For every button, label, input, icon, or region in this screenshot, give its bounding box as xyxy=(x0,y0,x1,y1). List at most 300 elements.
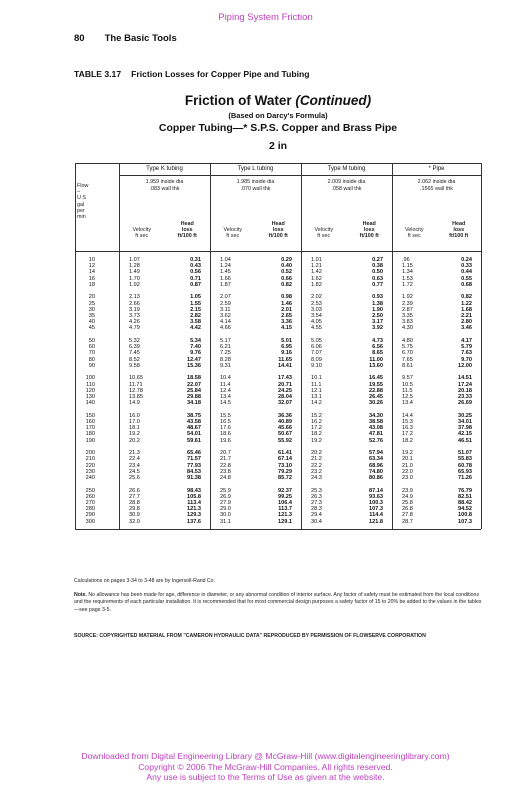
velocity-value: 21.2 xyxy=(311,456,322,463)
velocity-value: 20.7 xyxy=(220,450,231,457)
velocity-value: 1.92 xyxy=(402,294,413,301)
head-loss-value: 60.78 xyxy=(458,462,472,469)
velocity-value: 6.70 xyxy=(402,350,413,357)
velocity-value: 18.6 xyxy=(220,431,231,438)
head-loss-value: 23.33 xyxy=(458,394,472,400)
chapter-title: The Basic Tools xyxy=(104,33,177,44)
velocity-header-line: Velocity xyxy=(223,227,243,233)
velocity-value: 5.05 xyxy=(311,338,322,344)
flow-value: 150 xyxy=(85,412,95,419)
velocity-value: 17.0 xyxy=(129,419,140,425)
head-loss-value: 6.95 xyxy=(281,344,292,351)
head-loss-value: 98.43 xyxy=(187,487,201,494)
head-loss-value: 59.61 xyxy=(187,437,201,444)
head-loss-value: 9.76 xyxy=(190,350,201,357)
velocity-value: 6.06 xyxy=(311,344,322,351)
table-row xyxy=(75,419,481,425)
head-loss-value: 34.01 xyxy=(458,419,472,425)
head-loss-value: 74.80 xyxy=(369,468,383,475)
head-loss-value: 1.46 xyxy=(281,300,292,307)
velocity-value: 9.31 xyxy=(220,362,231,369)
head-loss-header xyxy=(347,221,393,240)
velocity-value: 16.2 xyxy=(311,419,322,425)
head-loss-value: 26.69 xyxy=(458,400,472,407)
velocity-value: 11.5 xyxy=(402,387,413,394)
flow-value: 20 xyxy=(88,294,95,301)
head-loss-value: 37.98 xyxy=(458,425,472,432)
head-loss-value: 73.10 xyxy=(278,462,292,469)
velocity-value: 12.5 xyxy=(402,394,413,400)
velocity-value: 20.2 xyxy=(311,450,322,457)
table-row xyxy=(75,438,481,444)
table-row xyxy=(75,469,481,475)
head-loss-value: 105.8 xyxy=(187,493,201,500)
table-row xyxy=(75,338,481,344)
head-loss-value: 0.52 xyxy=(281,269,292,276)
table-row xyxy=(75,257,481,263)
flow-value: 14 xyxy=(88,269,95,276)
head-loss-value: 107.3 xyxy=(458,518,472,525)
head-loss-value: 4.73 xyxy=(372,338,383,344)
velocity-value: 22.0 xyxy=(402,468,413,475)
velocity-value: 14.4 xyxy=(402,412,413,419)
table-row xyxy=(75,307,481,313)
head-loss-value: 113.7 xyxy=(278,506,292,513)
velocity-value: 13.85 xyxy=(129,394,143,400)
velocity-value: 1.45 xyxy=(220,269,231,276)
velocity-value: 24.9 xyxy=(402,493,413,500)
velocity-value: 25.3 xyxy=(311,487,322,494)
head-loss-value: 30.25 xyxy=(458,412,472,419)
head-loss-value: 0.93 xyxy=(372,294,383,301)
head-loss-value: 94.52 xyxy=(458,506,472,513)
head-loss-value: 5.79 xyxy=(461,344,472,351)
velocity-header-line: ft sec xyxy=(226,233,240,240)
table-row xyxy=(75,363,481,369)
velocity-value: 21.3 xyxy=(129,450,140,457)
velocity-value: .96 xyxy=(402,257,410,263)
flow-header-line: U S xyxy=(77,195,86,202)
table-row xyxy=(75,294,481,300)
head-loss-header-line: ft/100 ft xyxy=(177,233,197,240)
velocity-value: 1.28 xyxy=(129,263,140,270)
velocity-value: 24.3 xyxy=(311,475,322,481)
velocity-value: 29.4 xyxy=(311,512,322,519)
head-loss-value: 17.43 xyxy=(278,375,292,382)
head-loss-value: 7.63 xyxy=(461,350,472,357)
velocity-value: 17.2 xyxy=(311,425,322,432)
head-loss-value: 113.4 xyxy=(187,500,201,506)
flow-header-line: per xyxy=(77,207,85,214)
figure-title-text: Friction of Water xyxy=(184,93,296,108)
velocity-header xyxy=(392,227,437,239)
head-loss-value: 87.14 xyxy=(369,487,383,494)
velocity-value: 10.4 xyxy=(220,375,231,382)
velocity-value: 3.11 xyxy=(220,306,231,313)
head-loss-value: 14.51 xyxy=(458,375,472,382)
velocity-value: 23.2 xyxy=(311,468,322,475)
velocity-value: 25.6 xyxy=(129,475,140,481)
head-loss-value: 4.15 xyxy=(281,325,292,332)
table-row xyxy=(75,325,481,331)
head-loss-value: 121.8 xyxy=(369,518,383,525)
velocity-value: 23.8 xyxy=(220,468,231,475)
table-rule xyxy=(75,251,481,252)
head-loss-value: 2.82 xyxy=(190,313,201,319)
head-loss-value: 43.08 xyxy=(369,425,383,432)
head-loss-value: 92.37 xyxy=(278,487,292,494)
head-loss-value: 79.29 xyxy=(278,468,292,475)
dimension-label: .058 wall thk xyxy=(331,186,362,192)
table-bottom-rule xyxy=(75,529,481,530)
head-loss-value: 52.76 xyxy=(369,437,383,444)
head-loss-value: 0.29 xyxy=(281,257,292,263)
velocity-value: 28.7 xyxy=(402,518,413,525)
flow-value: 130 xyxy=(85,394,95,400)
table-row xyxy=(75,319,481,325)
velocity-value: 25.9 xyxy=(220,487,231,494)
head-loss-value: 57.94 xyxy=(369,450,383,457)
velocity-value: 3.19 xyxy=(129,306,140,313)
velocity-value: 17.6 xyxy=(220,425,231,432)
flow-value: 10 xyxy=(88,257,95,263)
flow-value: 240 xyxy=(85,475,95,481)
head-loss-value: 0.66 xyxy=(281,275,292,282)
head-loss-value: 3.17 xyxy=(372,319,383,326)
type-group-header: Type M tubing xyxy=(327,166,366,172)
velocity-value: 1.15 xyxy=(402,263,413,270)
velocity-value: 4.30 xyxy=(402,325,413,332)
table-number: TABLE 3.17 xyxy=(74,69,122,79)
head-loss-value: 0.71 xyxy=(190,275,201,282)
flow-value: 50 xyxy=(88,338,95,344)
footer-line-2: Copyright © 2006 The McGraw-Hill Companies. All rights reserved. xyxy=(138,761,393,772)
velocity-value: 6.39 xyxy=(129,344,140,351)
head-loss-value: 0.44 xyxy=(461,269,472,276)
head-loss-value: 1.68 xyxy=(461,306,472,313)
head-loss-value: 29.88 xyxy=(187,394,201,400)
velocity-value: 29.8 xyxy=(129,506,140,513)
head-loss-value: 9.16 xyxy=(281,350,292,357)
velocity-value: 16.3 xyxy=(402,425,413,432)
velocity-header xyxy=(210,227,256,239)
head-loss-value: 0.55 xyxy=(461,275,472,282)
head-loss-value: 22.07 xyxy=(187,381,201,388)
velocity-value: 3.73 xyxy=(129,313,140,319)
table-row xyxy=(75,301,481,307)
head-loss-value: 6.56 xyxy=(372,344,383,351)
head-loss-value: 88.42 xyxy=(458,500,472,506)
figure-heading: Copper Tubing—* S.P.S. Copper and Brass Pipe xyxy=(158,122,398,134)
head-loss-value: 107.3 xyxy=(369,506,383,513)
head-loss-value: 0.40 xyxy=(281,263,292,270)
velocity-value: 20.1 xyxy=(402,456,413,463)
head-loss-value: 12.47 xyxy=(187,356,201,363)
figure-subtitle: (Based on Darcy's Formula) xyxy=(228,111,328,120)
table-row xyxy=(75,344,481,350)
velocity-value: 23.9 xyxy=(402,487,413,494)
table-row xyxy=(75,519,481,525)
head-loss-value: 67.14 xyxy=(278,456,292,463)
head-loss-value: 5.34 xyxy=(190,338,201,344)
velocity-value: 5.17 xyxy=(220,338,231,344)
head-loss-value: 0.63 xyxy=(372,275,383,282)
velocity-value: 18.1 xyxy=(129,425,140,432)
head-loss-value: 28.04 xyxy=(278,394,292,400)
velocity-value: 24.5 xyxy=(129,468,140,475)
head-loss-value: 19.55 xyxy=(369,381,383,388)
head-loss-value: 38.75 xyxy=(187,412,201,419)
velocity-value: 23.4 xyxy=(129,462,140,469)
head-loss-value: 16.45 xyxy=(369,375,383,382)
velocity-header xyxy=(119,227,165,239)
flow-value: 60 xyxy=(88,344,95,351)
velocity-value: 11.4 xyxy=(220,381,231,388)
velocity-value: 26.9 xyxy=(220,493,231,500)
velocity-value: 10.1 xyxy=(311,375,322,382)
head-loss-value: 12.00 xyxy=(458,362,472,369)
flow-value: 18 xyxy=(88,281,95,288)
head-loss-value: 2.15 xyxy=(190,306,201,313)
flow-value: 180 xyxy=(85,431,95,438)
flow-value: 100 xyxy=(85,375,95,382)
footer-line-1: Downloaded from Digital Engineering Library @ McGraw-Hill (www.digitalengineeringlibrary.com) xyxy=(81,751,450,761)
head-loss-value: 55.83 xyxy=(458,456,472,463)
head-loss-value: 106.4 xyxy=(278,500,292,506)
head-loss-value: 121.3 xyxy=(187,506,201,513)
head-loss-value: 51.07 xyxy=(458,450,472,457)
head-loss-value: 38.58 xyxy=(369,419,383,425)
head-loss-value: 0.27 xyxy=(372,257,383,263)
head-loss-value: 17.24 xyxy=(458,381,472,388)
table-row xyxy=(75,375,481,381)
flow-value: 110 xyxy=(86,381,95,388)
head-loss-value: 65.93 xyxy=(458,468,472,475)
velocity-value: 4.14 xyxy=(220,319,231,326)
velocity-value: 1.53 xyxy=(402,275,413,282)
velocity-value: 1.42 xyxy=(311,269,322,276)
table-rule xyxy=(75,163,481,164)
head-loss-value: 20.18 xyxy=(458,387,472,394)
velocity-header-line: Velocity xyxy=(132,227,152,233)
flow-header xyxy=(77,183,99,220)
velocity-value: 4.55 xyxy=(311,325,322,332)
head-loss-value: 3.36 xyxy=(281,319,292,326)
table-row xyxy=(75,413,481,419)
flow-value: 45 xyxy=(88,325,95,332)
velocity-value: 7.25 xyxy=(220,350,231,357)
flow-value: 220 xyxy=(85,462,95,469)
velocity-value: 8.52 xyxy=(129,356,140,363)
velocity-value: 8.28 xyxy=(220,356,231,363)
type-group-header: Type L tubing xyxy=(237,166,274,172)
head-loss-header-line: Head xyxy=(362,221,376,227)
head-loss-value: 0.68 xyxy=(461,281,472,288)
velocity-value: 30.4 xyxy=(311,518,322,525)
flow-value: 250 xyxy=(85,487,95,494)
dimension-label: .1565 wall thk xyxy=(420,186,453,192)
dimension-label: .083 wall thk xyxy=(149,186,180,192)
flow-value: 140 xyxy=(85,400,95,407)
head-loss-value: 3.46 xyxy=(461,325,472,332)
flow-value: 200 xyxy=(85,450,95,457)
head-loss-value: 3.58 xyxy=(190,319,201,326)
flow-header-line: gal xyxy=(77,201,85,208)
velocity-value: 26.8 xyxy=(402,506,413,513)
velocity-value: 15.2 xyxy=(311,412,322,419)
velocity-value: 16.0 xyxy=(129,412,140,419)
velocity-value: 2.07 xyxy=(220,294,231,301)
head-loss-value: 15.36 xyxy=(187,362,201,369)
head-loss-value: 0.31 xyxy=(190,257,201,263)
head-loss-value: 91.38 xyxy=(187,475,201,481)
flow-value: 170 xyxy=(85,425,95,432)
head-loss-value: 34.18 xyxy=(187,400,201,407)
flow-value: 270 xyxy=(85,500,95,506)
head-loss-value: 0.50 xyxy=(372,269,383,276)
velocity-value: 6.21 xyxy=(220,344,231,351)
velocity-value: 2.02 xyxy=(311,294,322,301)
table-note xyxy=(74,592,486,614)
head-loss-header-line: ft/100 ft xyxy=(359,233,379,240)
velocity-value: 19.2 xyxy=(402,450,413,457)
flow-value: 290 xyxy=(85,512,95,519)
head-loss-value: 3.92 xyxy=(372,325,383,332)
download-footer xyxy=(0,751,531,783)
velocity-value: 1.87 xyxy=(220,281,231,288)
velocity-value: 31.1 xyxy=(220,518,231,525)
table-row xyxy=(75,450,481,456)
velocity-value: 19.2 xyxy=(311,437,322,444)
velocity-header-line: ft sec xyxy=(135,233,149,240)
flow-value: 160 xyxy=(85,419,95,425)
head-loss-value: 18.58 xyxy=(187,375,201,382)
velocity-value: 1.92 xyxy=(129,281,140,288)
head-loss-value: 5.01 xyxy=(281,338,292,344)
dimension-label: 2.062 inside dia xyxy=(417,179,456,185)
head-loss-value: 63.34 xyxy=(369,456,383,463)
velocity-header xyxy=(301,227,347,239)
velocity-value: 26.3 xyxy=(311,493,322,500)
head-loss-value: 46.51 xyxy=(458,437,472,444)
velocity-value: 3.62 xyxy=(220,313,231,319)
velocity-value: 13.4 xyxy=(220,394,231,400)
flow-value: 35 xyxy=(88,313,95,319)
flow-value: 120 xyxy=(85,387,95,394)
velocity-value: 4.80 xyxy=(402,338,413,344)
head-loss-value: 1.55 xyxy=(190,300,201,307)
velocity-value: 2.59 xyxy=(220,300,231,307)
head-loss-value: 71.57 xyxy=(187,456,201,463)
velocity-value: 2.39 xyxy=(402,300,413,307)
head-loss-value: 2.65 xyxy=(281,313,292,319)
head-loss-header-line: loss xyxy=(272,227,284,234)
velocity-value: 4.79 xyxy=(129,325,140,332)
velocity-value: 1.04 xyxy=(220,257,231,263)
head-loss-value: 0.38 xyxy=(372,263,383,270)
velocity-value: 5.75 xyxy=(402,344,413,351)
head-loss-value: 9.70 xyxy=(461,356,472,363)
table-row xyxy=(75,382,481,388)
table-row xyxy=(75,400,481,406)
velocity-value: 15.5 xyxy=(220,412,231,419)
head-loss-value: 0.43 xyxy=(190,263,201,270)
dimension-label: 2.009 inside dia xyxy=(327,179,366,185)
velocity-value: 23.0 xyxy=(402,475,413,481)
table-row xyxy=(75,463,481,469)
head-loss-value: 26.45 xyxy=(369,394,383,400)
head-loss-value: 47.81 xyxy=(369,431,383,438)
head-loss-value: 68.96 xyxy=(369,462,383,469)
velocity-value: 4.05 xyxy=(311,319,322,326)
head-loss-header-line: loss xyxy=(363,227,375,234)
table-row xyxy=(75,500,481,506)
velocity-value: 11.71 xyxy=(129,381,143,388)
head-loss-value: 54.01 xyxy=(187,431,201,438)
table-row xyxy=(75,456,481,462)
velocity-value: 18.2 xyxy=(402,437,413,444)
velocity-value: 27.3 xyxy=(311,500,322,506)
footer-line-3: Any use is subject to the Terms of Use as given at the website. xyxy=(146,772,385,782)
head-loss-value: 4.42 xyxy=(190,325,201,332)
velocity-value: 3.03 xyxy=(311,306,322,313)
velocity-value: 1.62 xyxy=(311,275,322,282)
velocity-value: 15.3 xyxy=(402,419,413,425)
head-loss-value: 0.77 xyxy=(372,281,383,288)
head-loss-value: 129.1 xyxy=(278,518,292,525)
velocity-value: 3.83 xyxy=(402,319,413,326)
velocity-value: 30.9 xyxy=(129,512,140,519)
velocity-header-line: ft sec xyxy=(317,233,331,240)
velocity-value: 25.8 xyxy=(402,500,413,506)
velocity-value: 14.5 xyxy=(220,400,231,407)
table-row xyxy=(75,488,481,494)
flow-header-line: min xyxy=(77,214,86,221)
head-loss-value: 11.65 xyxy=(278,356,292,363)
velocity-value: 26.6 xyxy=(129,487,140,494)
head-loss-value: 42.15 xyxy=(458,431,472,438)
velocity-header-line: Velocity xyxy=(404,227,424,233)
flow-header-line: – xyxy=(77,189,80,196)
head-loss-value: 32.07 xyxy=(278,400,292,407)
table-row xyxy=(75,425,481,431)
head-loss-value: 0.87 xyxy=(190,281,201,288)
head-loss-value: 93.63 xyxy=(369,493,383,500)
velocity-value: 3.35 xyxy=(402,313,413,319)
table-row xyxy=(75,269,481,275)
velocity-value: 27.8 xyxy=(402,512,413,519)
velocity-header-line: ft sec xyxy=(407,233,421,240)
head-loss-value: 100.3 xyxy=(369,500,383,506)
note-text: No allowance has been made for age, difference in diameter, or any abnormal condition of interior surface. Any factor of safety must be estimated from the local conditions and the requirements of each particular installation. It is recommended that for most commercial design purposes a safety factor of 15 to 20% be added to the values in the tables—see page 3-5. xyxy=(74,592,482,613)
head-loss-value: 55.92 xyxy=(278,437,292,444)
table-row xyxy=(75,506,481,512)
velocity-value: 28.8 xyxy=(129,500,140,506)
velocity-value: 5.32 xyxy=(129,338,140,344)
source-credit: SOURCE: COPYRIGHTED MATERIAL FROM "CAMERON HYDRAULIC DATA" REPRODUCED BY PERMISSION OF FLOWSERVE CORPORATION xyxy=(74,633,426,639)
velocity-value: 27.9 xyxy=(220,500,231,506)
head-loss-value: 11.00 xyxy=(369,356,383,363)
velocity-value: 1.34 xyxy=(402,269,413,276)
velocity-value: 7.45 xyxy=(129,350,140,357)
velocity-value: 13.4 xyxy=(402,400,413,407)
velocity-value: 12.4 xyxy=(220,387,231,394)
head-loss-value: 22.88 xyxy=(369,387,383,394)
flow-value: 30 xyxy=(88,306,95,313)
head-loss-header-line: Head xyxy=(180,221,194,227)
head-loss-value: 20.71 xyxy=(278,381,292,388)
velocity-value: 20.2 xyxy=(129,437,140,444)
